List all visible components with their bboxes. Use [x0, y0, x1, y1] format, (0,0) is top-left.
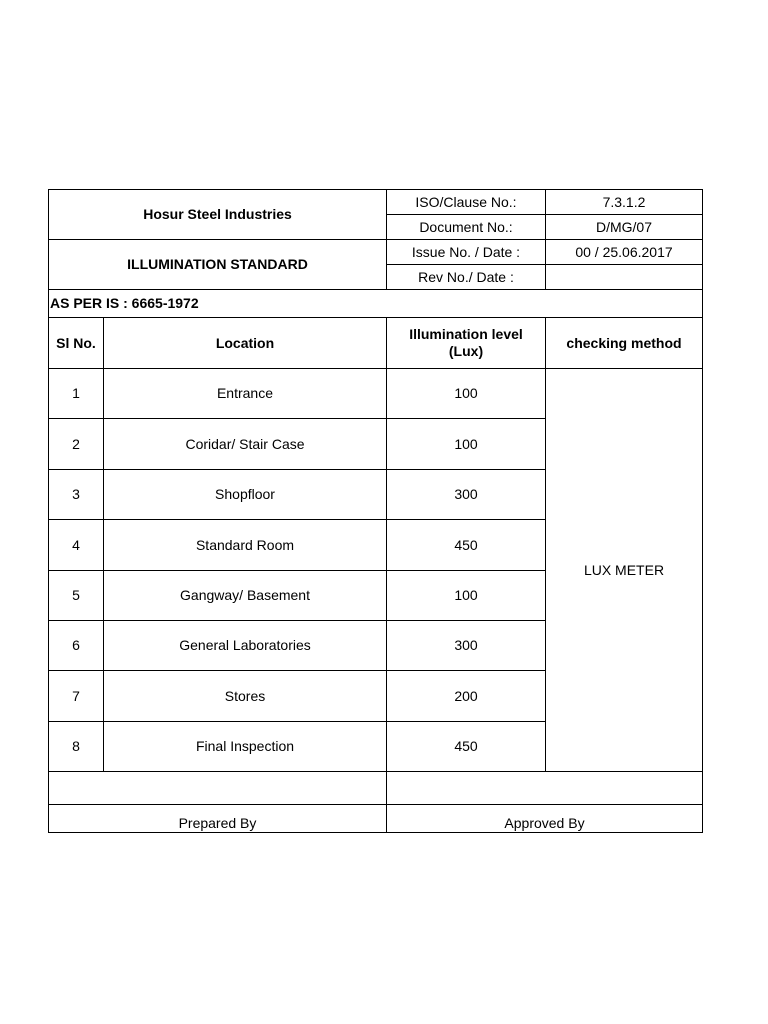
row-sl-no: 1: [49, 369, 104, 419]
company-name: Hosur Steel Industries: [49, 190, 387, 240]
column-header-illumination-line1: Illumination level: [409, 326, 523, 342]
row-location: Coridar/ Stair Case: [104, 419, 387, 470]
document-title: ILLUMINATION STANDARD: [49, 240, 387, 290]
row-sl-no: 6: [49, 621, 104, 671]
illumination-standard-sheet: [48, 189, 703, 833]
row-lux: 450: [387, 722, 546, 772]
row-lux: 100: [387, 571, 546, 621]
column-header-sl-no: Sl No.: [49, 318, 104, 369]
column-header-illumination: [387, 318, 546, 369]
row-location: Entrance: [104, 369, 387, 419]
row-lux: 300: [387, 470, 546, 520]
row-sl-no: 4: [49, 520, 104, 571]
row-lux: 100: [387, 419, 546, 470]
column-header-checking-method: checking method: [546, 318, 703, 369]
prepared-by-signature-space: [49, 772, 387, 805]
row-location: Final Inspection: [104, 722, 387, 772]
meta-label-document-no: Document No.:: [387, 215, 546, 240]
checking-method-value: LUX METER: [546, 369, 703, 772]
meta-label-rev-date: Rev No./ Date :: [387, 265, 546, 290]
row-location: Standard Room: [104, 520, 387, 571]
row-sl-no: 5: [49, 571, 104, 621]
column-header-illumination-line2: (Lux): [448, 343, 484, 359]
row-sl-no: 8: [49, 722, 104, 772]
prepared-by-label: Prepared By: [49, 805, 387, 833]
column-header-location: Location: [104, 318, 387, 369]
meta-value-rev-date: [546, 265, 703, 290]
row-location: Stores: [104, 671, 387, 722]
meta-label-issue-date: Issue No. / Date :: [387, 240, 546, 265]
standard-reference: AS PER IS : 6665-1972: [49, 290, 703, 318]
row-sl-no: 2: [49, 419, 104, 470]
table-row: [49, 369, 703, 419]
row-lux: 100: [387, 369, 546, 419]
meta-value-iso-clause: 7.3.1.2: [546, 190, 703, 215]
approved-by-signature-space: [387, 772, 703, 805]
row-lux: 300: [387, 621, 546, 671]
row-lux: 450: [387, 520, 546, 571]
row-lux: 200: [387, 671, 546, 722]
row-sl-no: 7: [49, 671, 104, 722]
row-sl-no: 3: [49, 470, 104, 520]
meta-label-iso-clause: ISO/Clause No.:: [387, 190, 546, 215]
meta-value-issue-date: 00 / 25.06.2017: [546, 240, 703, 265]
approved-by-label: Approved By: [387, 805, 703, 833]
row-location: Gangway/ Basement: [104, 571, 387, 621]
meta-value-document-no: D/MG/07: [546, 215, 703, 240]
row-location: Shopfloor: [104, 470, 387, 520]
row-location: General Laboratories: [104, 621, 387, 671]
